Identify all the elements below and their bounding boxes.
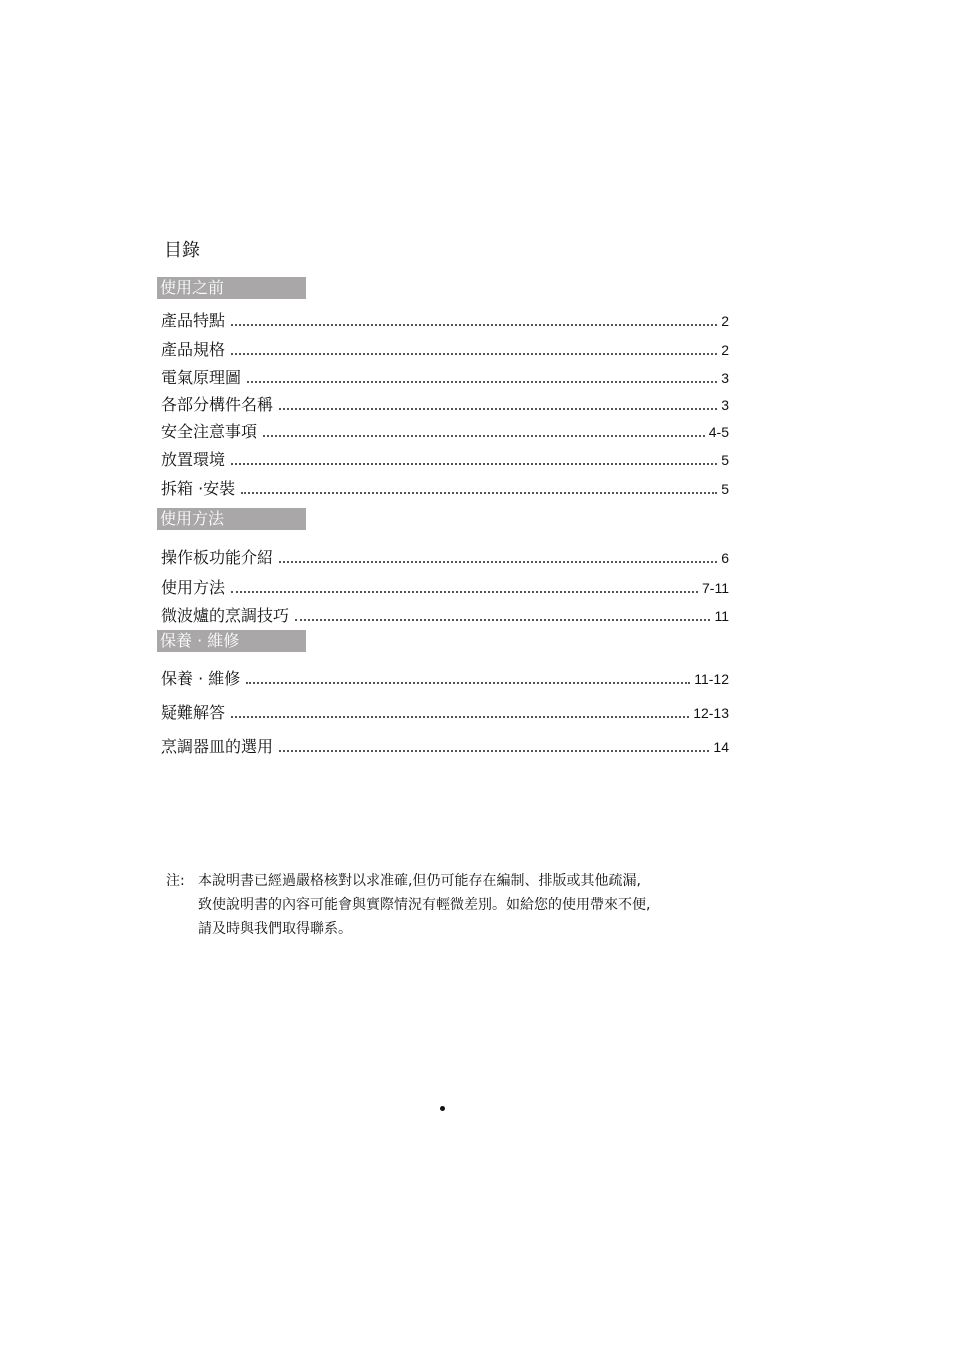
toc-leader-dots: [231, 716, 689, 718]
toc-leader-dots: [246, 682, 690, 684]
page-title: 目錄: [164, 240, 200, 261]
toc-entry-label: 微波爐的烹調技巧: [161, 606, 290, 625]
disclaimer-note: [166, 869, 746, 941]
toc-entry-page: 14: [713, 739, 729, 755]
toc-entry-page: 4-5: [708, 424, 729, 440]
toc-entry-label: 產品規格: [161, 340, 226, 359]
toc-entry-label: 放置環境: [161, 450, 226, 469]
note-indent: [166, 917, 198, 941]
toc-leader-dots: [231, 463, 717, 465]
toc-entry[interactable]: [161, 309, 729, 331]
toc-entry[interactable]: [161, 366, 729, 388]
toc-entry-label: 保養 · 維修: [161, 669, 241, 688]
toc-entry-page: 11: [714, 608, 729, 624]
note-line: 本說明書已經過嚴格核對以求准確,但仍可能存在編制、排版或其他疏漏,: [198, 873, 641, 889]
toc-entry-page: 12-13: [693, 705, 729, 721]
toc-entry-label: 使用方法: [161, 578, 226, 597]
section-heading-maintenance: 保養 · 維修: [157, 630, 306, 652]
toc-leader-dots: [231, 591, 698, 593]
toc-entry-label: 操作板功能介紹: [161, 548, 274, 567]
note-row: [166, 917, 746, 941]
note-indent: [166, 893, 198, 917]
toc-entry[interactable]: [161, 701, 729, 723]
toc-entry-label: 安全注意事項: [161, 422, 258, 441]
toc-entry-label: 各部分構件名稱: [161, 395, 274, 414]
toc-entry-page: 7-11: [702, 580, 729, 596]
toc-leader-dots: [295, 619, 710, 621]
toc-entry[interactable]: [161, 338, 729, 360]
toc-leader-dots: [263, 435, 705, 437]
toc-entry-label: 疑難解答: [161, 703, 226, 722]
note-line: 致使說明書的內容可能會與實際情況有輕微差別。如給您的使用帶來不便,: [198, 897, 651, 913]
toc-entry[interactable]: [161, 477, 729, 499]
toc-leader-dots: [231, 324, 717, 326]
toc-entry[interactable]: [161, 448, 729, 470]
toc-entry[interactable]: [161, 735, 729, 757]
section-heading-usage: 使用方法: [157, 508, 306, 530]
toc-entry[interactable]: [161, 604, 729, 626]
toc-leader-dots: [279, 750, 709, 752]
toc-leader-dots: [231, 353, 717, 355]
toc-leader-dots: [279, 561, 717, 563]
toc-entry-label: 電氣原理圖: [161, 368, 242, 387]
toc-entry[interactable]: [161, 546, 729, 568]
toc-entry-label: 烹調器皿的選用: [161, 737, 274, 756]
page-dot-mark: [440, 1106, 445, 1111]
toc-entry-page: 5: [721, 452, 729, 468]
toc-entry-page: 3: [721, 397, 729, 413]
toc-entry-label: 拆箱 ·安裝: [161, 479, 236, 498]
section-heading-before-use: 使用之前: [157, 277, 306, 299]
toc-entry-page: 2: [721, 342, 729, 358]
toc-entry[interactable]: [161, 420, 729, 442]
toc-entry-page: 2: [721, 313, 729, 329]
toc-entry-page: 6: [721, 550, 729, 566]
toc-leader-dots: [241, 492, 717, 494]
toc-entry-page: 5: [721, 481, 729, 497]
toc-entry[interactable]: [161, 393, 729, 415]
toc-entry-page: 3: [721, 370, 729, 386]
toc-entry-label: 產品特點: [161, 311, 226, 330]
note-prefix: 注:: [166, 873, 185, 889]
note-line: 請及時與我們取得聯系。: [198, 921, 352, 937]
toc-entry[interactable]: [161, 667, 729, 689]
toc-leader-dots: [279, 408, 717, 410]
note-row: [166, 869, 746, 893]
toc-leader-dots: [247, 381, 717, 383]
toc-entry[interactable]: [161, 576, 729, 598]
note-row: [166, 893, 746, 917]
toc-entry-page: 11-12: [694, 671, 729, 687]
